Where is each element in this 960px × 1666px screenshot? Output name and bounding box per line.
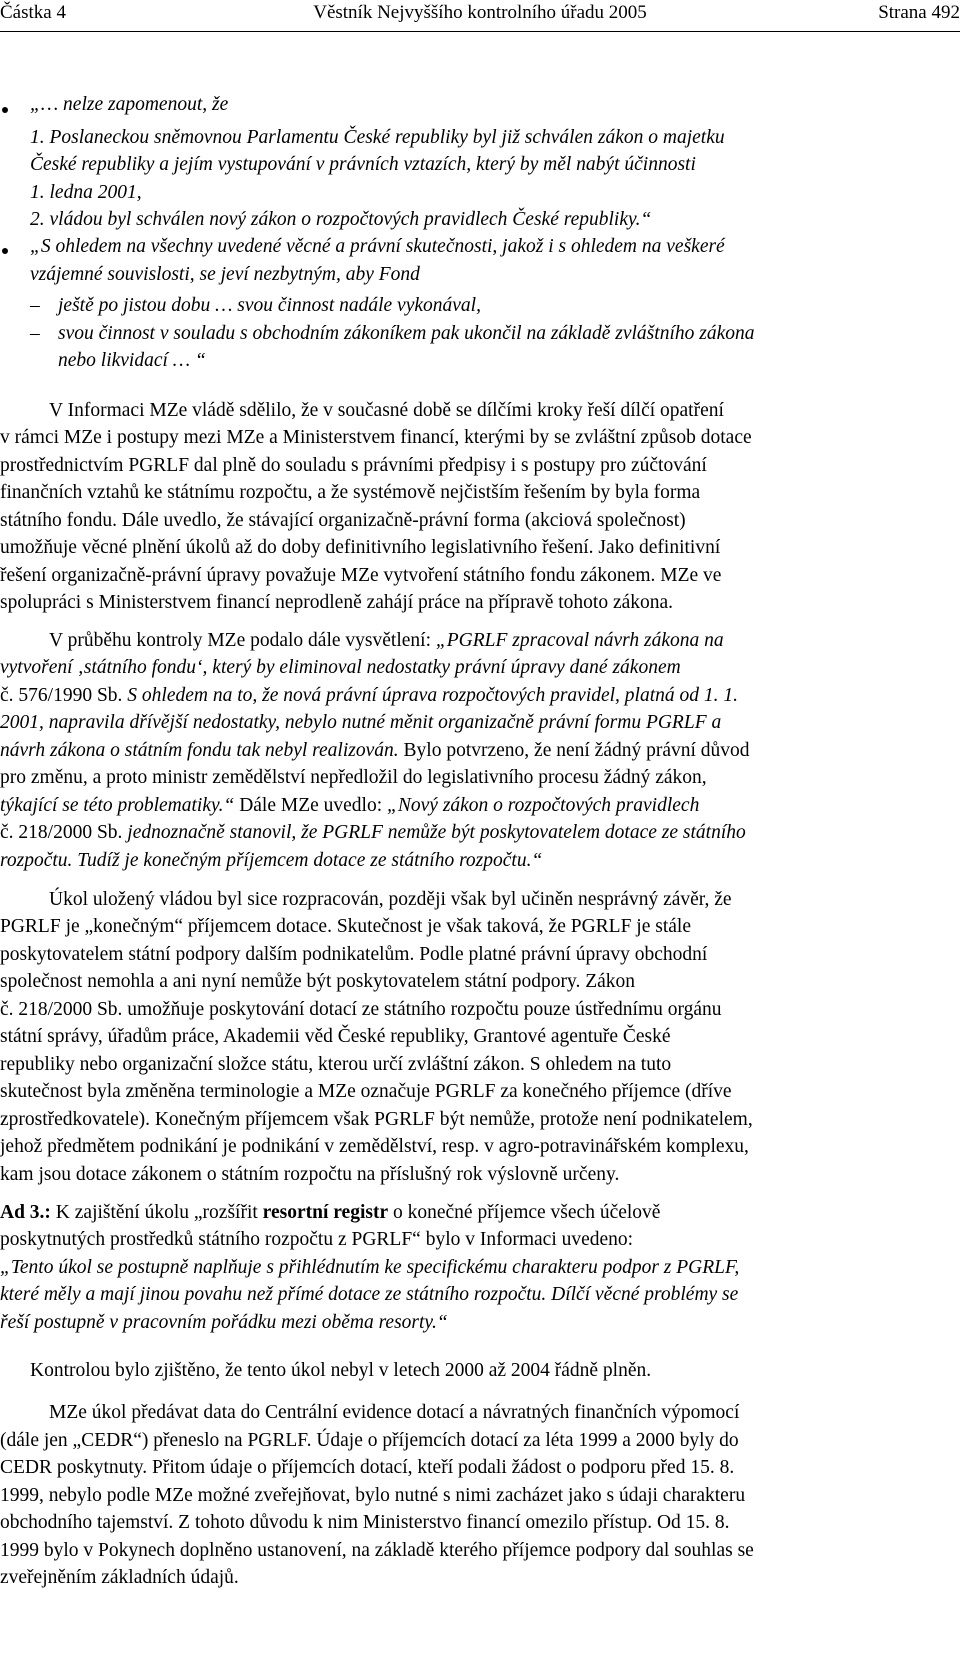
para3-line: poskytovatelem státní podpory dalším podnikatelům. Podle platné právní úpravy obchodní (0, 944, 708, 965)
para4-line: (dále jen „CEDR“) přeneslo na PGRLF. Údaje o příjemcích dotací za léta 1999 a 2000 byly do (0, 1430, 739, 1451)
ad3-line: Ad 3.: K zajištění úkolu „rozšířit resortní registr o konečné příjemce všech účelově (0, 1202, 661, 1223)
quote1-line: České republiky a jejím vystupování v právních vztazích, který by měl nabýt účinnosti (30, 154, 696, 175)
para3-line: PGRLF je „konečným“ příjemcem dotace. Skutečnost je však taková, že PGRLF je stále (0, 916, 691, 937)
header-page-number: Strana 492 (878, 2, 960, 23)
para2-line: č. 576/1990 Sb. S ohledem na to, že nová právní úprava rozpočtových pravidel, platná od 1. 1. (0, 685, 739, 706)
para1-line: umožňuje věcné plnění úkolů až do doby definitivního legislativního řešení. Jako definitivní (0, 537, 721, 558)
quote1-line: 2. vládou byl schválen nový zákon o rozpočtových pravidlech České republiky.“ (30, 209, 652, 230)
para3-line: Úkol uložený vládou byl sice rozpracován, později však byl učiněn nesprávný závěr, že (49, 889, 732, 910)
quote2-dash-item: nebo likvidací … “ (58, 350, 206, 371)
ad3-quote-line: „Tento úkol se postupně naplňuje s přihlédnutím ke specifickému charakteru podpor z PGRLF, (0, 1257, 740, 1278)
quote2-dash-item: ještě po jistou dobu … svou činnost nadále vykonával, (58, 295, 481, 316)
para1-line: státního fondu. Dále uvedlo, že stávající organizačně-právní forma (akciová společnost) (0, 510, 686, 531)
para2-line: V průběhu kontroly MZe podalo dále vysvětlení: „PGRLF zpracoval návrh zákona na (49, 630, 724, 651)
para4-line: zveřejněním základních údajů. (0, 1567, 239, 1588)
dash-icon: – (30, 323, 40, 344)
para1-line: řešení organizačně-právní úpravy považuje MZe vytvoření státního fondu zákonem. MZe ve (0, 565, 722, 586)
header-rule (0, 31, 960, 32)
para2-line: pro změnu, a proto ministr zemědělství nepředložil do legislativního procesu žádný zákon, (0, 767, 707, 788)
ad3-quote-line: které měly a mají jinou povahu než přímé dotace ze státního rozpočtu. Dílčí věcné problémy se (0, 1284, 739, 1305)
ad3-label: Ad 3.: (0, 1202, 51, 1223)
quote1-line: 1. ledna 2001, (30, 182, 142, 203)
header-part: Částka 4 (0, 2, 66, 23)
para2-line: č. 218/2000 Sb. jednoznačně stanovil, že PGRLF nemůže být poskytovatelem dotace ze státního (0, 822, 746, 843)
para2-line: rozpočtu. Tudíž je konečným příjemcem dotace ze státního rozpočtu.“ (0, 850, 543, 871)
para1-line: V Informaci MZe vládě sdělilo, že v současné době se dílčími kroky řeší dílčí opatření (49, 400, 724, 421)
page-header (0, 2, 960, 34)
para1-line: prostřednictvím PGRLF dal plně do souladu s právními předpisy i s postupy pro zúčtování (0, 455, 707, 476)
dash-icon: – (30, 295, 40, 316)
para4-line: 1999, nebylo podle MZe možné zveřejňovat, bylo nutné s nimi zacházet jako s údaji charakteru (0, 1485, 746, 1506)
bullet-icon (2, 107, 8, 113)
quote2-line: vzájemné souvislosti, se jeví nezbytným, aby Fond (30, 264, 420, 285)
quote2-line: „S ohledem na všechny uvedené věcné a právní skutečnosti, jakož i s ohledem na veškeré (30, 236, 725, 257)
bullet-icon (2, 248, 8, 254)
para3-line: jehož předmětem podnikání je podnikání v zemědělství, resp. v agro-potravinářském komplexu, (0, 1136, 749, 1157)
para3-line: republiky nebo organizační složce státu, kterou určí zvláštní zákon. S ohledem na tuto (0, 1054, 672, 1075)
para4-line: 1999 bylo v Pokynech doplněno ustanovení, na základě kterého příjemce podpory dal souhlas se (0, 1540, 754, 1561)
para1-line: spolupráci s Ministerstvem financí neprodleně zahájí práce na přípravě tohoto zákona. (0, 592, 674, 613)
para3-line: skutečnost byla změněna terminologie a MZe označuje PGRLF za konečného příjemce (dříve (0, 1081, 732, 1102)
para3-line: zprostředkovatele). Konečným příjemcem však PGRLF být nemůže, protože není podnikatelem, (0, 1109, 753, 1130)
quote1-line: 1. Poslaneckou sněmovnou Parlamentu České republiky byl již schválen zákon o majetku (30, 127, 725, 148)
para2-line: vytvoření ‚státního fondu‘, který by eliminoval nedostatky právní úpravy dané zákonem (0, 657, 681, 678)
header-publication: Věstník Nejvyššího kontrolního úřadu 2005 (313, 2, 647, 23)
para1-line: v rámci MZe i postupy mezi MZe a Ministerstvem financí, kterými by se zvláštní způsob dotace (0, 427, 752, 448)
finding-text: Kontrolou bylo zjištěno, že tento úkol nebyl v letech 2000 až 2004 řádně plněn. (30, 1360, 652, 1381)
para4-line: obchodního tajemství. Z tohoto důvodu k nim Ministerstvo financí omezilo přístup. Od 15. 8. (0, 1512, 730, 1533)
para1-line: finančních vztahů ke státnímu rozpočtu, a že systémově nejčistším řešením by byla forma (0, 482, 701, 503)
quote2-dash-item: svou činnost v souladu s obchodním zákoníkem pak ukončil na základě zvláštního zákona (58, 323, 755, 344)
para3-line: č. 218/2000 Sb. umožňuje poskytování dotací ze státního rozpočtu pouze ústřednímu orgánu (0, 999, 722, 1020)
ad3-quote-line: řeší postupně v pracovním pořádku mezi oběma resorty.“ (0, 1312, 448, 1333)
para3-line: státní správy, úřadům práce, Akademii věd České republiky, Grantové agentuře České (0, 1026, 671, 1047)
para3-line: společnost nemohla a ani nyní nemůže být poskytovatelem státní podpory. Zákon (0, 971, 636, 992)
para2-line: týkající se této problematiky.“ Dále MZe uvedlo: „Nový zákon o rozpočtových pravidlech (0, 795, 700, 816)
para4-line: MZe úkol předávat data do Centrální evidence dotací a návratných finančních výpomocí (49, 1402, 740, 1423)
para4-line: CEDR poskytnuty. Přitom údaje o příjemcích dotací, kteří podali žádost o podporu před 15. 8. (0, 1457, 735, 1478)
para3-line: kam jsou dotace zákonem o státním rozpočtu na příslušný rok výslovně určeny. (0, 1164, 620, 1185)
para2-line: návrh zákona o státním fondu tak nebyl realizován. Bylo potvrzeno, že není žádný právní důvod (0, 740, 750, 761)
quote1-intro: „… nelze zapomenout, že (30, 94, 229, 115)
ad3-line: poskytnutých prostředků státního rozpočtu z PGRLF“ bylo v Informaci uvedeno: (0, 1229, 634, 1250)
para2-line: 2001, napravila dřívější nedostatky, nebylo nutné měnit organizačně právní formu PGRLF a (0, 712, 722, 733)
